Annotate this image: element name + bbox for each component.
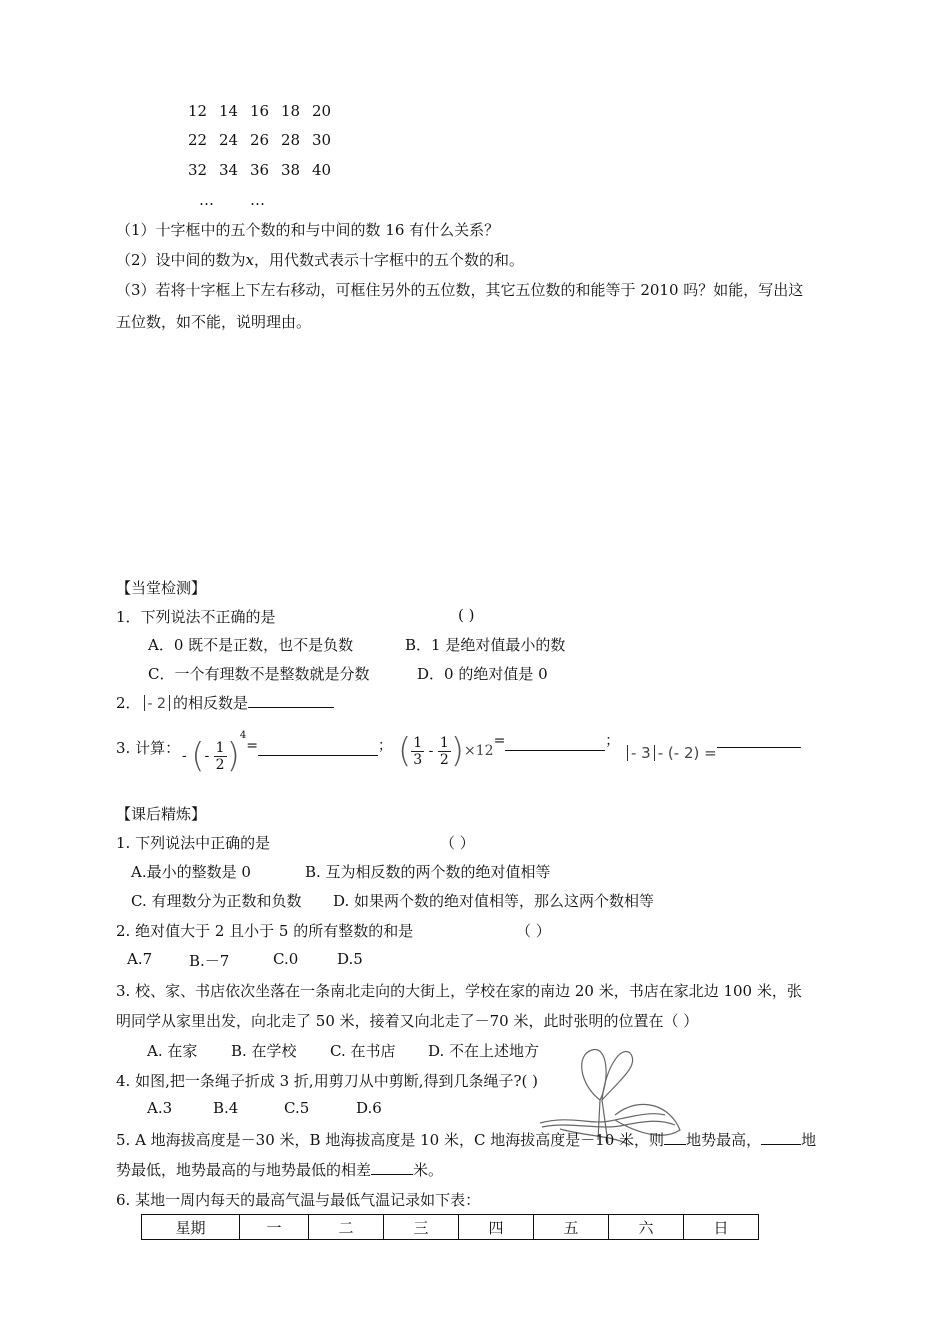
after-class-q3-option-b: B. 在学校 (231, 1042, 297, 1060)
q5-text: 米。 (413, 1161, 444, 1179)
q5-text: 地 (801, 1131, 817, 1149)
table-header-cell: 一 (240, 1215, 309, 1240)
after-class-q2-option-d: D.5 (337, 950, 363, 968)
expression-2 (398, 730, 619, 771)
rope-strand (542, 1121, 675, 1127)
answer-blank[interactable] (717, 747, 801, 748)
after-class-q5-line-1 (116, 1129, 816, 1150)
table-header-cell: 四 (459, 1215, 534, 1240)
section-heading-class-test: 【当堂检测】 (116, 579, 207, 597)
after-class-q2-option-a: A.7 (127, 950, 153, 968)
table-header-cell: 二 (309, 1215, 384, 1240)
after-class-q4-option-c: C.5 (284, 1099, 310, 1117)
denominator: 3 (413, 751, 423, 768)
class-test-q1-option-a: A．0 既不是正数，也不是负数 (148, 636, 354, 654)
grid-cell: 32 (188, 161, 208, 179)
question-1: （1）十字框中的五个数的和与中间的数 16 有什么关系？ (116, 221, 500, 239)
answer-blank[interactable] (505, 736, 605, 751)
after-class-q1-option-a: A.最小的整数是 0 (131, 863, 251, 881)
grid-cell: 12 (188, 102, 208, 120)
after-class-q2-paren: （ ） (516, 922, 551, 940)
after-class-q5-line-2 (116, 1159, 443, 1180)
q5-text: 势最低，地势最高的与地势最低的相差 (116, 1161, 372, 1179)
after-class-q3-line-2: 明同学从家里出发，向北走了 50 米，接着又向北走了－70 米，此时张明的位置在（ ） (116, 1012, 699, 1030)
number-grid-row-2 (188, 131, 343, 149)
after-class-q2-option-b: B.－7 (189, 952, 230, 970)
grid-cell: 22 (188, 131, 208, 149)
grid-cell: 20 (312, 102, 332, 120)
expression-1 (182, 730, 392, 776)
expression-3 (624, 744, 801, 762)
after-class-q1-paren: （ ） (440, 834, 475, 852)
question-3-line-2: 五位数，如不能，说明理由。 (116, 313, 312, 331)
grid-cell: 40 (312, 161, 332, 179)
number-grid-row-1 (188, 102, 343, 120)
table-header-cell: 星期 (142, 1215, 240, 1240)
equals-sign: = (246, 738, 258, 754)
after-class-q4-option-b: B.4 (213, 1099, 239, 1117)
after-class-q2-option-c: C.0 (273, 950, 299, 968)
grid-ellipsis-2: … (250, 191, 265, 209)
minus-sign: - (428, 743, 434, 759)
scissor-loop-right (602, 1051, 633, 1100)
table-header-cell: 日 (684, 1215, 759, 1240)
grid-cell: 26 (250, 131, 270, 149)
question-3-line-1: （3）若将十字框上下左右移动，可框住另外的五位数，其它五位数的和能等于 2010 吗？如能，写出这 (116, 281, 804, 299)
fraction (438, 735, 451, 768)
q5-text: 地势最高， (686, 1131, 762, 1149)
fraction (214, 740, 227, 773)
after-class-q1: 1. 下列说法中正确的是 (116, 834, 271, 852)
abs-expression: - 3 (631, 744, 651, 762)
after-class-q1-option-b: B. 互为相反数的两个数的绝对值相等 (305, 863, 551, 881)
abs-expression: - 2 (147, 696, 166, 712)
after-class-q4-option-a: A.3 (147, 1099, 173, 1117)
grid-cell: 16 (250, 102, 270, 120)
grid-cell: 28 (281, 131, 301, 149)
denominator: 2 (215, 756, 225, 773)
answer-blank[interactable] (664, 1130, 686, 1145)
left-paren: ( (191, 736, 205, 776)
grid-cell: 14 (219, 102, 239, 120)
question-2 (116, 249, 524, 270)
question-2-post: ，用代数式表示十字框中的五个数的和。 (254, 251, 525, 269)
answer-blank[interactable] (371, 1160, 413, 1175)
section-heading-after-class: 【课后精炼】 (116, 805, 207, 823)
abs-bar-right (654, 745, 655, 761)
table-header-cell: 三 (384, 1215, 459, 1240)
variable-x: x (245, 251, 255, 269)
class-test-q1-option-d: D．0 的绝对值是 0 (417, 665, 548, 683)
class-test-q1-option-b: B．1 是绝对值最小的数 (405, 636, 566, 654)
semicolon: ； (605, 733, 620, 749)
right-paren: ) (226, 736, 240, 776)
after-class-q2: 2. 绝对值大于 2 且小于 5 的所有整数的和是 (116, 922, 414, 940)
grid-cell: 24 (219, 131, 239, 149)
after-class-q3-option-c: C. 在书店 (330, 1042, 396, 1060)
exponent: 4 (239, 730, 247, 741)
class-test-q2-text: 的相反数是 (172, 694, 248, 712)
class-test-q2-number: 2． (116, 694, 141, 712)
question-2-pre: （2）设中间的数为 (116, 251, 246, 269)
minus-sign: - (204, 748, 210, 764)
abs-bar-right (169, 695, 170, 711)
numerator: 1 (439, 734, 449, 751)
answer-blank[interactable] (258, 741, 378, 756)
after-class-q6: 6. 某地一周内每天的最高气温与最低气温记录如下表： (116, 1191, 481, 1209)
left-paren: ( (398, 731, 412, 771)
times-twelve: ×12 (464, 743, 494, 759)
answer-blank[interactable] (248, 693, 334, 708)
class-test-q1-paren: ( ) (458, 606, 475, 624)
after-class-q3-line-1: 3. 校、家、书店依次坐落在一条南北走向的大街上，学校在家的南边 20 米，书店在家北边 100 米，张 (116, 982, 802, 1000)
table-header-cell: 六 (609, 1215, 684, 1240)
equals-sign: = (493, 733, 506, 749)
grid-cell: 34 (219, 161, 239, 179)
denominator: 2 (439, 751, 449, 768)
table-header-cell: 五 (534, 1215, 609, 1240)
numerator: 1 (215, 739, 225, 756)
q5-text: 5. A 地海拔高度是－30 米，B 地海拔高度是 10 米，C 地海拔高度是－10 米，则 (116, 1131, 665, 1149)
grid-cell: 36 (250, 161, 270, 179)
after-class-q4-option-d: D.6 (356, 1099, 382, 1117)
after-class-q3-option-a: A. 在家 (147, 1042, 198, 1060)
fraction (411, 735, 424, 768)
after-class-q1-option-d: D. 如果两个数的绝对值相等，那么这两个数相等 (333, 892, 655, 910)
class-test-q3-label: 3. 计算： (116, 739, 181, 757)
class-test-q1-option-c: C．一个有理数不是整数就是分数 (148, 665, 370, 683)
answer-blank[interactable] (761, 1130, 801, 1145)
after-class-q3-option-d: D. 不在上述地方 (428, 1042, 540, 1060)
class-test-q1: 1．下列说法不正确的是 (116, 608, 276, 626)
class-test-q2 (116, 692, 334, 713)
grid-cell: 38 (281, 161, 301, 179)
temperature-table (141, 1214, 759, 1240)
table-row (142, 1215, 759, 1240)
semicolon: ； (377, 738, 392, 754)
after-class-q4: 4. 如图,把一条绳子折成 3 折,用剪刀从中剪断,得到几条绳子?( ) (116, 1072, 538, 1090)
numerator: 1 (413, 734, 423, 751)
number-grid-row-3 (188, 161, 343, 179)
after-class-q1-option-c: C. 有理数分为正数和负数 (131, 892, 302, 910)
grid-ellipsis-1: … (199, 191, 214, 209)
minus-sign: - (182, 748, 187, 764)
abs-bar-left (144, 695, 145, 711)
expression-rest: - (- 2) = (657, 744, 717, 762)
right-paren: ) (450, 731, 465, 771)
grid-cell: 30 (312, 131, 332, 149)
grid-cell: 18 (281, 102, 301, 120)
abs-bar-left (627, 745, 628, 761)
